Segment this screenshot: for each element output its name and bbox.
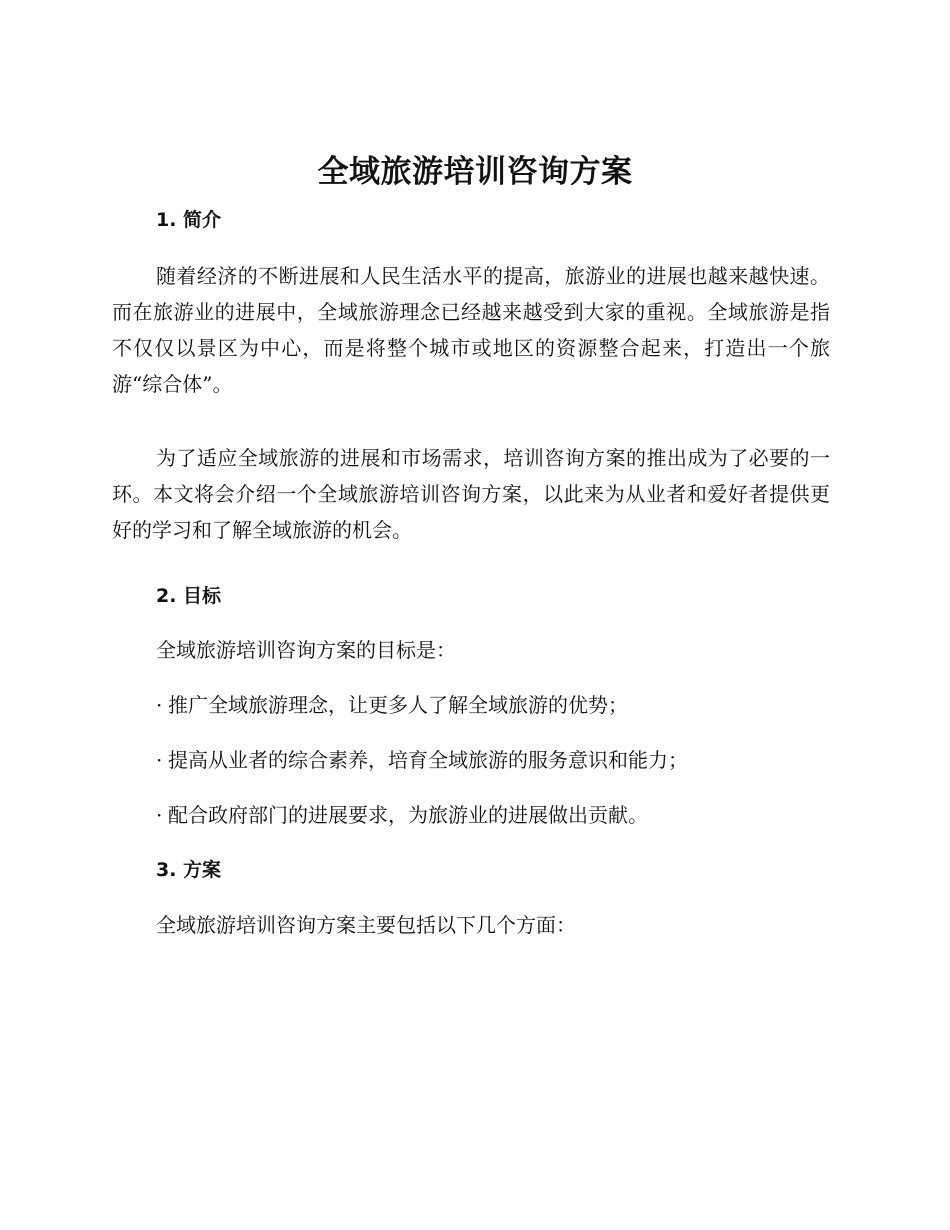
bullet-marker: · (156, 803, 163, 827)
bullet-marker: · (156, 748, 163, 772)
section-heading-goals: 2. 目标 (156, 585, 222, 607)
bullet-marker: · (156, 693, 163, 717)
goal-item (156, 745, 688, 775)
goal-item (156, 690, 628, 720)
section-heading-plan: 3. 方案 (156, 859, 222, 881)
document-title: 全域旅游培训咨询方案 (317, 154, 633, 190)
goal-item-text: 推广全域旅游理念，让更多人了解全域旅游的优势； (168, 693, 628, 717)
goal-item-text: 提高从业者的综合素养，培育全域旅游的服务意识和能力； (168, 748, 688, 772)
goals-intro: 全域旅游培训咨询方案的目标是： (156, 638, 456, 662)
intro-paragraph-2: 为了适应全域旅游的进展和市场需求，培训咨询方案的推出成为了必要的一环。本文将会介绍一个全域旅游培训咨询方案，以此来为从业者和爱好者提供更好的学习和了解全域旅游的机会。 (112, 446, 830, 542)
goal-item (156, 800, 648, 830)
plan-intro: 全域旅游培训咨询方案主要包括以下几个方面： (156, 913, 576, 937)
goal-item-text: 配合政府部门的进展要求，为旅游业的进展做出贡献。 (168, 803, 648, 827)
section-heading-intro: 1. 简介 (156, 209, 222, 231)
intro-paragraph-1: 随着经济的不断进展和人民生活水平的提高，旅游业的进展也越来越快速。而在旅游业的进展中，全域旅游理念已经越来越受到大家的重视。全域旅游是指不仅仅以景区为中心，而是将整个城市或地区的资源整合起来，打造出一个旅游“综合体”。 (112, 264, 830, 396)
